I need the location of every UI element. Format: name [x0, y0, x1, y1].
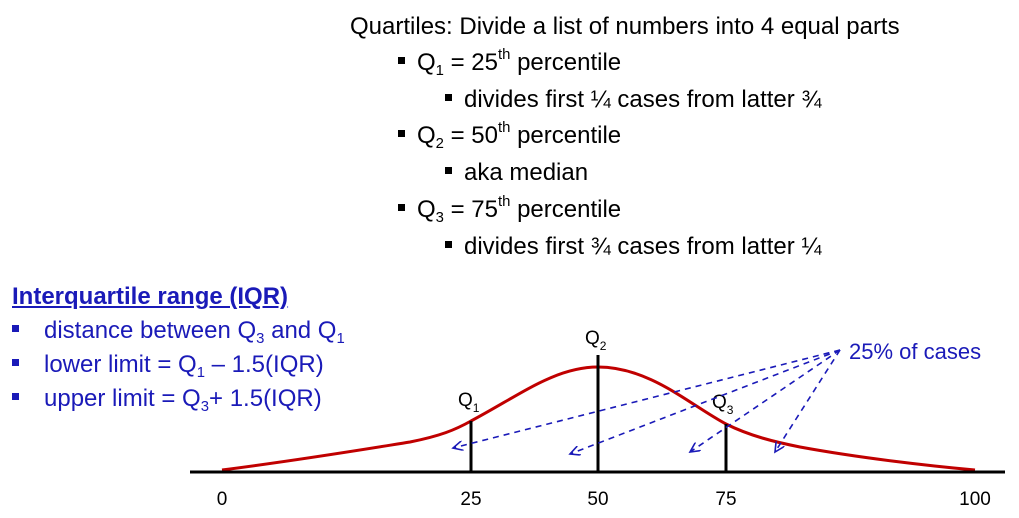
tick-label-25: 25 [460, 489, 482, 510]
q3-detail: divides first ¾ cases from latter ¼ [445, 232, 821, 262]
q2-detail: aka median [445, 158, 588, 188]
q2-label: $Q_2$ [585, 328, 607, 353]
iqr-title: Interquartile range (IQR) [12, 283, 289, 310]
iqr-bullet-distance: distance between $Q_3$ and $Q_1$ [12, 316, 345, 346]
q1-detail: divides first ¼ cases from latter ¾ [445, 85, 821, 115]
q2-item: $Q_2 = 50th$ percentile [398, 121, 621, 151]
tick-label-0: 0 [216, 489, 228, 510]
tick-label-50: 50 [587, 489, 609, 510]
iqr-bullet-upper: upper limit = $Q_3+ 1.5(IQR)$ [12, 384, 322, 414]
q3-label: $Q_3$ [712, 392, 734, 417]
cases-annotation: 25% of cases [849, 339, 982, 364]
q1-label: $Q_1$ [458, 390, 480, 415]
q1-item: $Q_1 = 25th$ percentile [398, 48, 621, 78]
q3-item: $Q_3 = 75th$ percentile [398, 195, 621, 225]
quartiles-heading: Quartiles: Divide a list of numbers into 4 equal parts [350, 13, 900, 40]
arrow-to-fourth-quarter [775, 350, 840, 452]
iqr-bullet-lower: lower limit = $Q_1 - 1.5(IQR)$ [12, 350, 324, 380]
tick-label-100: 100 [959, 489, 991, 510]
arrow-to-second-quarter [570, 350, 840, 454]
tick-label-75: 75 [715, 489, 737, 510]
